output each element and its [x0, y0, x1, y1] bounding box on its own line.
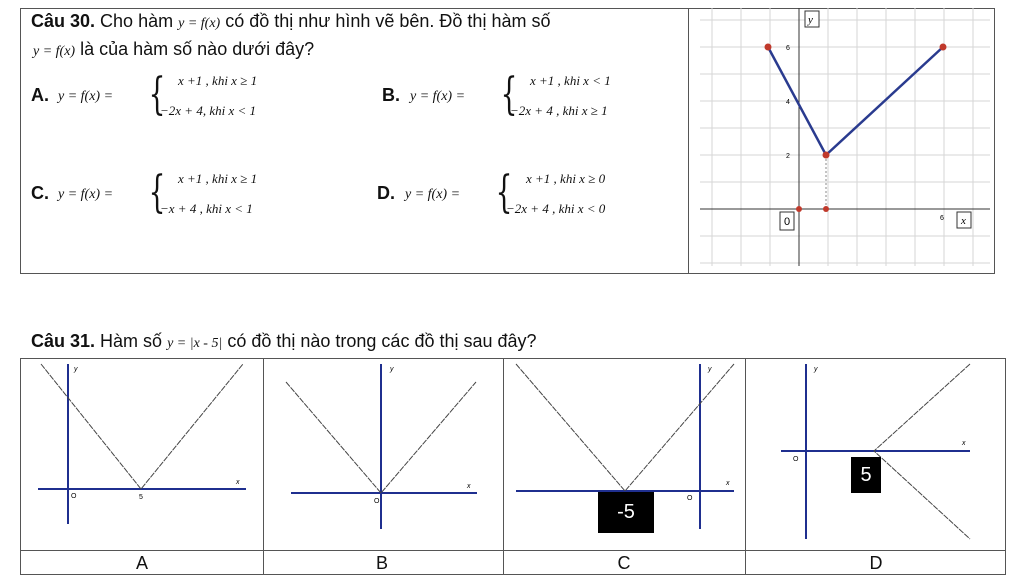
case-2: −2x + 4 , khi x ≥ 1: [510, 103, 608, 118]
option-letter: C.: [31, 183, 49, 203]
origin-label: O: [71, 493, 77, 500]
function-notation: y = f(x): [178, 16, 221, 31]
y-label: y: [814, 366, 818, 373]
y-tick-6: 6: [786, 45, 790, 52]
case-1: x +1 , khi x ≥ 1: [178, 73, 258, 88]
tick-label: 5: [139, 494, 143, 501]
question-30-divider: [688, 8, 689, 274]
choice-c-label[interactable]: C: [617, 553, 631, 573]
choice-b-label[interactable]: B: [375, 553, 388, 573]
option-letter: A.: [31, 85, 49, 105]
case-1: x +1 , khi x ≥ 0: [526, 171, 606, 186]
x-label: x: [236, 479, 240, 486]
option-lhs: y = f(x) =: [410, 89, 466, 104]
question-31-stem: [31, 331, 537, 352]
brace: {: [495, 167, 513, 218]
point: [823, 152, 830, 159]
origin-label: O: [374, 498, 380, 505]
case-1: x +1 , khi x ≥ 1: [178, 171, 258, 186]
stem-text: là của hàm số nào dưới đây?: [80, 39, 315, 59]
question-30-stem: [31, 11, 550, 32]
y-tick-4: 4: [786, 99, 790, 106]
point: [823, 206, 829, 212]
brace: {: [148, 167, 166, 218]
option-lhs: y = f(x) =: [58, 187, 114, 202]
question-30-label: Câu 30.: [31, 11, 96, 31]
question-30-stem-line2: [33, 39, 314, 60]
function-notation: y = |x - 5|: [167, 336, 223, 351]
point: [940, 44, 947, 51]
value-label-box: 5: [851, 457, 881, 493]
option-lhs: y = f(x) =: [58, 89, 114, 104]
choice-d-label[interactable]: D: [869, 553, 883, 573]
stem-text: Hàm số: [100, 331, 163, 351]
option-letter: D.: [377, 183, 395, 203]
x-label: x: [726, 480, 730, 487]
option-lhs: y = f(x) =: [405, 187, 461, 202]
y-label: y: [74, 366, 78, 373]
choice-b-graph[interactable]: [264, 359, 502, 549]
origin-label: O: [793, 456, 799, 463]
graph-line: [41, 364, 243, 489]
brace: {: [500, 69, 518, 120]
choice-d-graph[interactable]: [746, 359, 1005, 549]
x-axis-label: x: [961, 215, 966, 227]
origin-label: 0: [784, 216, 791, 228]
x-label: x: [467, 483, 471, 490]
brace: {: [148, 69, 166, 120]
point: [796, 206, 802, 212]
point: [765, 44, 772, 51]
stem-text: có đồ thị nào trong các đồ thị sau đây?: [227, 331, 537, 351]
case-2: −2x + 4 , khi x < 0: [506, 201, 606, 216]
x-tick-6: 6: [940, 215, 944, 222]
question-31-label: Câu 31.: [31, 331, 96, 351]
graph-line: [516, 364, 734, 491]
option-letter: B.: [382, 85, 400, 105]
row-divider: [20, 550, 1006, 551]
y-axis-label: y: [808, 14, 813, 26]
case-2: −x + 4 , khi x < 1: [160, 201, 253, 216]
y-tick-2: 2: [786, 153, 790, 160]
choice-a-label[interactable]: A: [135, 553, 148, 573]
value-label-box: -5: [598, 492, 654, 533]
choice-a-graph[interactable]: [21, 359, 262, 549]
case-1: x +1 , khi x < 1: [530, 73, 611, 88]
y-label: y: [708, 366, 712, 373]
case-2: −2x + 4, khi x < 1: [160, 103, 256, 118]
origin-label: O: [687, 495, 693, 502]
x-label: x: [962, 440, 966, 447]
y-label: y: [390, 366, 394, 373]
question-30-graph: [700, 8, 990, 270]
function-notation: y = f(x): [33, 44, 76, 59]
stem-text: Cho hàm: [100, 11, 174, 31]
stem-text: có đồ thị như hình vẽ bên. Đồ thị hàm số: [225, 11, 551, 31]
